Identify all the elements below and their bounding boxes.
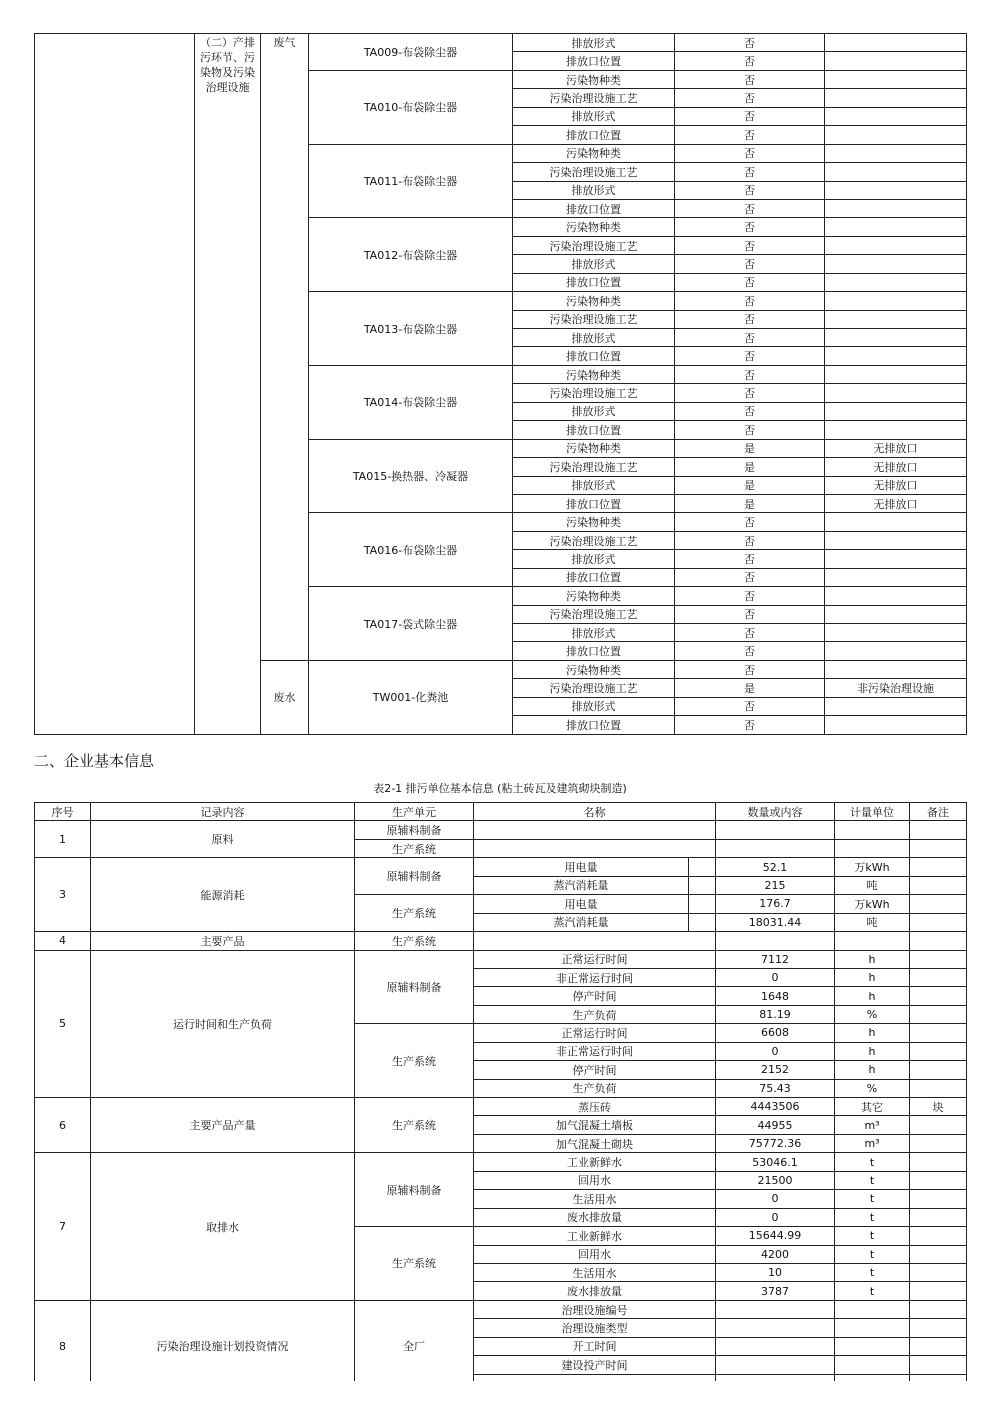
item-measure: h bbox=[835, 1042, 910, 1060]
empty-cell bbox=[910, 839, 967, 857]
table-row bbox=[35, 821, 967, 839]
check-item: 污染治理设施工艺 bbox=[513, 236, 675, 254]
check-value: 否 bbox=[675, 107, 825, 125]
table-row bbox=[35, 34, 967, 52]
item-value: 81.19 bbox=[716, 1005, 835, 1023]
check-note bbox=[825, 199, 967, 217]
item-value: 6608 bbox=[716, 1024, 835, 1042]
item-name: 工业新鲜水 bbox=[474, 1153, 716, 1171]
item-name: 生活用水 bbox=[474, 1190, 716, 1208]
empty-cell bbox=[716, 1300, 835, 1318]
check-note bbox=[825, 660, 967, 678]
check-note bbox=[825, 126, 967, 144]
check-item: 排放形式 bbox=[513, 697, 675, 715]
item-name: 回用水 bbox=[474, 1171, 716, 1189]
check-note bbox=[825, 52, 967, 70]
table-row bbox=[35, 932, 967, 950]
item-value: 0 bbox=[716, 1042, 835, 1060]
item-value: 4443506 bbox=[716, 1098, 835, 1116]
item-measure: t bbox=[835, 1208, 910, 1226]
check-value: 否 bbox=[675, 365, 825, 383]
waste-type-water: 废水 bbox=[261, 660, 309, 734]
check-item: 排放口位置 bbox=[513, 421, 675, 439]
facility-name: TA017-袋式除尘器 bbox=[309, 587, 513, 661]
check-item: 污染治理设施工艺 bbox=[513, 384, 675, 402]
section-title: 二、企业基本信息 bbox=[34, 752, 155, 770]
check-item: 排放形式 bbox=[513, 329, 675, 347]
check-note: 无排放口 bbox=[825, 494, 967, 512]
item-note bbox=[910, 1263, 967, 1281]
item-note bbox=[910, 895, 967, 913]
item-name: 生产负荷 bbox=[474, 1005, 716, 1023]
check-note bbox=[825, 513, 967, 531]
check-item: 污染治理设施工艺 bbox=[513, 163, 675, 181]
check-note bbox=[825, 716, 967, 734]
header-value: 数量或内容 bbox=[716, 803, 835, 821]
facility-name: TW001-化粪池 bbox=[309, 660, 513, 734]
item-measure: m³ bbox=[835, 1116, 910, 1134]
check-value: 是 bbox=[675, 439, 825, 457]
item-name: 开工时间 bbox=[474, 1337, 716, 1355]
check-item: 污染物种类 bbox=[513, 587, 675, 605]
item-name: 蒸压砖 bbox=[474, 1098, 716, 1116]
record-content: 能源消耗 bbox=[91, 858, 355, 932]
item-value: 0 bbox=[716, 1190, 835, 1208]
check-value: 是 bbox=[675, 679, 825, 697]
check-value: 否 bbox=[675, 605, 825, 623]
check-note bbox=[825, 292, 967, 310]
check-item: 排放口位置 bbox=[513, 199, 675, 217]
table-caption: 表2-1 排污单位基本信息 (粘土砖瓦及建筑砌块制造) bbox=[373, 782, 627, 795]
item-note: 块 bbox=[910, 1098, 967, 1116]
item-value: 2152 bbox=[716, 1061, 835, 1079]
check-value: 否 bbox=[675, 163, 825, 181]
check-note bbox=[825, 568, 967, 586]
production-unit: 原辅料制备 bbox=[355, 950, 474, 1024]
facility-name: TA015-换热器、冷凝器 bbox=[309, 439, 513, 513]
check-note bbox=[825, 531, 967, 549]
item-note bbox=[910, 1024, 967, 1042]
facility-name: TA013-布袋除尘器 bbox=[309, 292, 513, 366]
item-name: 回用水 bbox=[474, 1245, 716, 1263]
item-measure: 吨 bbox=[835, 876, 910, 894]
check-value: 否 bbox=[675, 513, 825, 531]
record-content: 取排水 bbox=[91, 1153, 355, 1301]
record-content: 污染治理设施计划投资情况 bbox=[91, 1300, 355, 1392]
check-item: 排放口位置 bbox=[513, 273, 675, 291]
check-note bbox=[825, 70, 967, 88]
check-note bbox=[825, 421, 967, 439]
empty-cell bbox=[689, 876, 716, 894]
check-item: 排放形式 bbox=[513, 476, 675, 494]
empty-cell bbox=[835, 1356, 910, 1374]
item-value: 1648 bbox=[716, 987, 835, 1005]
check-note bbox=[825, 107, 967, 125]
item-value: 0 bbox=[716, 968, 835, 986]
item-value: 0 bbox=[716, 1208, 835, 1226]
table-row bbox=[35, 950, 967, 968]
production-unit: 原辅料制备 bbox=[355, 821, 474, 839]
row-number: 5 bbox=[35, 950, 91, 1098]
check-item: 排放口位置 bbox=[513, 494, 675, 512]
facility-name: TA012-布袋除尘器 bbox=[309, 218, 513, 292]
empty-cell bbox=[474, 839, 716, 857]
header-name: 名称 bbox=[474, 803, 716, 821]
table-row bbox=[35, 1153, 967, 1171]
item-name: 生活用水 bbox=[474, 1263, 716, 1281]
item-measure: t bbox=[835, 1282, 910, 1300]
check-item: 排放口位置 bbox=[513, 568, 675, 586]
check-item: 污染物种类 bbox=[513, 660, 675, 678]
item-name: 非正常运行时间 bbox=[474, 1042, 716, 1060]
item-value: 52.1 bbox=[716, 858, 835, 876]
empty-cell bbox=[474, 932, 716, 950]
check-value: 否 bbox=[675, 531, 825, 549]
item-name: 加气混凝土墙板 bbox=[474, 1116, 716, 1134]
check-note bbox=[825, 624, 967, 642]
check-value: 否 bbox=[675, 236, 825, 254]
check-item: 排放形式 bbox=[513, 107, 675, 125]
check-item: 污染物种类 bbox=[513, 144, 675, 162]
item-value: 7112 bbox=[716, 950, 835, 968]
item-note bbox=[910, 950, 967, 968]
table-header-row bbox=[35, 803, 967, 821]
check-value: 否 bbox=[675, 660, 825, 678]
record-content: 主要产品 bbox=[91, 932, 355, 950]
check-item: 排放口位置 bbox=[513, 716, 675, 734]
check-note: 无排放口 bbox=[825, 458, 967, 476]
blank-cell bbox=[35, 34, 195, 735]
header-measure: 计量单位 bbox=[835, 803, 910, 821]
item-measure: % bbox=[835, 1079, 910, 1097]
check-item: 排放形式 bbox=[513, 550, 675, 568]
item-name: 用电量 bbox=[474, 895, 689, 913]
empty-cell bbox=[689, 913, 716, 931]
check-item: 排放口位置 bbox=[513, 347, 675, 365]
empty-cell bbox=[716, 1319, 835, 1337]
facility-name: TA011-布袋除尘器 bbox=[309, 144, 513, 218]
item-note bbox=[910, 1227, 967, 1245]
check-value: 否 bbox=[675, 421, 825, 439]
check-note bbox=[825, 34, 967, 52]
check-item: 排放形式 bbox=[513, 624, 675, 642]
check-value: 否 bbox=[675, 181, 825, 199]
check-note bbox=[825, 550, 967, 568]
item-value: 215 bbox=[716, 876, 835, 894]
item-name: 正常运行时间 bbox=[474, 950, 716, 968]
item-name: 正常运行时间 bbox=[474, 1024, 716, 1042]
row-number: 1 bbox=[35, 821, 91, 858]
check-value: 否 bbox=[675, 329, 825, 347]
empty-cell bbox=[835, 1337, 910, 1355]
check-item: 污染物种类 bbox=[513, 365, 675, 383]
item-value: 75.43 bbox=[716, 1079, 835, 1097]
check-value: 是 bbox=[675, 476, 825, 494]
item-name: 工业新鲜水 bbox=[474, 1227, 716, 1245]
item-name: 停产时间 bbox=[474, 987, 716, 1005]
item-measure: t bbox=[835, 1190, 910, 1208]
check-item: 排放形式 bbox=[513, 181, 675, 199]
record-content: 原料 bbox=[91, 821, 355, 858]
check-value: 否 bbox=[675, 126, 825, 144]
check-note bbox=[825, 605, 967, 623]
item-name: 废水排放量 bbox=[474, 1208, 716, 1226]
item-note bbox=[910, 913, 967, 931]
item-note bbox=[910, 876, 967, 894]
item-name: 治理设施编号 bbox=[474, 1300, 716, 1318]
check-note bbox=[825, 273, 967, 291]
check-value: 否 bbox=[675, 384, 825, 402]
check-note bbox=[825, 365, 967, 383]
empty-cell bbox=[474, 821, 716, 839]
header-content: 记录内容 bbox=[91, 803, 355, 821]
item-measure: 万kWh bbox=[835, 895, 910, 913]
check-value: 否 bbox=[675, 587, 825, 605]
empty-cell bbox=[910, 821, 967, 839]
record-content: 运行时间和生产负荷 bbox=[91, 950, 355, 1098]
table-row bbox=[35, 1098, 967, 1116]
check-value: 否 bbox=[675, 34, 825, 52]
empty-cell bbox=[835, 821, 910, 839]
item-note bbox=[910, 1116, 967, 1134]
check-item: 排放口位置 bbox=[513, 52, 675, 70]
check-value: 否 bbox=[675, 273, 825, 291]
check-note bbox=[825, 144, 967, 162]
check-value: 否 bbox=[675, 144, 825, 162]
item-value: 75772.36 bbox=[716, 1134, 835, 1152]
record-content: 主要产品产量 bbox=[91, 1098, 355, 1153]
check-value: 否 bbox=[675, 52, 825, 70]
check-value: 否 bbox=[675, 550, 825, 568]
item-value: 15644.99 bbox=[716, 1227, 835, 1245]
item-note bbox=[910, 1208, 967, 1226]
item-measure: t bbox=[835, 1245, 910, 1263]
item-measure: % bbox=[835, 1005, 910, 1023]
check-item: 污染治理设施工艺 bbox=[513, 310, 675, 328]
row-number: 8 bbox=[35, 1300, 91, 1392]
check-value: 否 bbox=[675, 292, 825, 310]
check-note bbox=[825, 347, 967, 365]
check-item: 排放形式 bbox=[513, 402, 675, 420]
check-value: 否 bbox=[675, 310, 825, 328]
check-note: 无排放口 bbox=[825, 476, 967, 494]
check-item: 污染物种类 bbox=[513, 439, 675, 457]
item-value: 21500 bbox=[716, 1171, 835, 1189]
empty-cell bbox=[910, 932, 967, 950]
check-item: 污染治理设施工艺 bbox=[513, 531, 675, 549]
empty-cell bbox=[910, 1300, 967, 1318]
item-value: 53046.1 bbox=[716, 1153, 835, 1171]
item-measure: m³ bbox=[835, 1134, 910, 1152]
row-number: 7 bbox=[35, 1153, 91, 1301]
header-unit: 生产单元 bbox=[355, 803, 474, 821]
empty-cell bbox=[835, 932, 910, 950]
check-note bbox=[825, 236, 967, 254]
check-item: 污染物种类 bbox=[513, 70, 675, 88]
item-note bbox=[910, 987, 967, 1005]
item-measure: h bbox=[835, 1061, 910, 1079]
item-name: 非正常运行时间 bbox=[474, 968, 716, 986]
item-note bbox=[910, 1282, 967, 1300]
item-value: 4200 bbox=[716, 1245, 835, 1263]
header-no: 序号 bbox=[35, 803, 91, 821]
check-note bbox=[825, 587, 967, 605]
row-number: 3 bbox=[35, 858, 91, 932]
item-measure: t bbox=[835, 1263, 910, 1281]
item-note bbox=[910, 1061, 967, 1079]
item-name: 停产时间 bbox=[474, 1061, 716, 1079]
item-name: 用电量 bbox=[474, 858, 689, 876]
empty-cell bbox=[835, 1300, 910, 1318]
item-name: 废水排放量 bbox=[474, 1282, 716, 1300]
facility-name: TA014-布袋除尘器 bbox=[309, 365, 513, 439]
production-unit: 原辅料制备 bbox=[355, 858, 474, 895]
empty-cell bbox=[910, 1356, 967, 1374]
item-name: 加气混凝土砌块 bbox=[474, 1134, 716, 1152]
item-name: 治理设施类型 bbox=[474, 1319, 716, 1337]
facility-name: TA009-布袋除尘器 bbox=[309, 34, 513, 71]
basic-info-table bbox=[34, 802, 967, 1393]
check-note bbox=[825, 384, 967, 402]
check-note bbox=[825, 255, 967, 273]
facility-name: TA016-布袋除尘器 bbox=[309, 513, 513, 587]
item-note bbox=[910, 1245, 967, 1263]
check-note bbox=[825, 163, 967, 181]
check-value: 否 bbox=[675, 716, 825, 734]
empty-cell bbox=[716, 839, 835, 857]
item-measure: t bbox=[835, 1153, 910, 1171]
check-value: 否 bbox=[675, 697, 825, 715]
check-value: 否 bbox=[675, 568, 825, 586]
check-item: 排放形式 bbox=[513, 34, 675, 52]
item-measure: h bbox=[835, 987, 910, 1005]
empty-cell bbox=[689, 895, 716, 913]
check-item: 污染治理设施工艺 bbox=[513, 605, 675, 623]
item-note bbox=[910, 968, 967, 986]
check-value: 否 bbox=[675, 402, 825, 420]
empty-cell bbox=[835, 839, 910, 857]
page-bottom-margin bbox=[0, 1381, 1000, 1421]
header-note: 备注 bbox=[910, 803, 967, 821]
check-item: 污染治理设施工艺 bbox=[513, 458, 675, 476]
empty-cell bbox=[716, 1356, 835, 1374]
production-unit: 全厂 bbox=[355, 1300, 474, 1392]
production-unit: 生产系统 bbox=[355, 1024, 474, 1098]
check-value: 是 bbox=[675, 458, 825, 476]
production-unit: 生产系统 bbox=[355, 1098, 474, 1153]
empty-cell bbox=[835, 1319, 910, 1337]
check-value: 否 bbox=[675, 624, 825, 642]
check-note: 非污染治理设施 bbox=[825, 679, 967, 697]
check-note bbox=[825, 89, 967, 107]
check-item: 污染物种类 bbox=[513, 292, 675, 310]
item-value: 176.7 bbox=[716, 895, 835, 913]
check-item: 排放口位置 bbox=[513, 126, 675, 144]
check-note bbox=[825, 181, 967, 199]
item-note bbox=[910, 1171, 967, 1189]
item-value: 10 bbox=[716, 1263, 835, 1281]
waste-type-gas: 废气 bbox=[261, 34, 309, 661]
item-measure: t bbox=[835, 1227, 910, 1245]
empty-cell bbox=[910, 1337, 967, 1355]
item-measure: 万kWh bbox=[835, 858, 910, 876]
facility-name: TA010-布袋除尘器 bbox=[309, 70, 513, 144]
check-item: 污染物种类 bbox=[513, 513, 675, 531]
empty-cell bbox=[716, 821, 835, 839]
check-value: 否 bbox=[675, 70, 825, 88]
item-value: 44955 bbox=[716, 1116, 835, 1134]
empty-cell bbox=[716, 1337, 835, 1355]
check-value: 否 bbox=[675, 347, 825, 365]
check-note bbox=[825, 642, 967, 660]
check-item: 污染治理设施工艺 bbox=[513, 89, 675, 107]
item-note bbox=[910, 1153, 967, 1171]
production-unit: 生产系统 bbox=[355, 839, 474, 857]
check-value: 否 bbox=[675, 642, 825, 660]
table-row bbox=[35, 1300, 967, 1318]
check-note bbox=[825, 329, 967, 347]
item-measure: h bbox=[835, 950, 910, 968]
row-number: 4 bbox=[35, 932, 91, 950]
check-value: 否 bbox=[675, 199, 825, 217]
item-measure: 其它 bbox=[835, 1098, 910, 1116]
check-note bbox=[825, 310, 967, 328]
check-value: 是 bbox=[675, 494, 825, 512]
empty-cell bbox=[716, 932, 835, 950]
check-item: 污染治理设施工艺 bbox=[513, 679, 675, 697]
empty-cell bbox=[689, 858, 716, 876]
check-note: 无排放口 bbox=[825, 439, 967, 457]
check-item: 排放口位置 bbox=[513, 642, 675, 660]
item-name: 生产负荷 bbox=[474, 1079, 716, 1097]
check-value: 否 bbox=[675, 255, 825, 273]
check-note bbox=[825, 218, 967, 236]
item-measure: h bbox=[835, 968, 910, 986]
item-note bbox=[910, 1005, 967, 1023]
production-unit: 生产系统 bbox=[355, 1227, 474, 1301]
item-name: 蒸汽消耗量 bbox=[474, 876, 689, 894]
row-number: 6 bbox=[35, 1098, 91, 1153]
production-unit: 生产系统 bbox=[355, 932, 474, 950]
item-note bbox=[910, 858, 967, 876]
production-unit: 生产系统 bbox=[355, 895, 474, 932]
item-value: 18031.44 bbox=[716, 913, 835, 931]
item-measure: h bbox=[835, 1024, 910, 1042]
item-measure: t bbox=[835, 1171, 910, 1189]
item-note bbox=[910, 1079, 967, 1097]
item-name: 蒸汽消耗量 bbox=[474, 913, 689, 931]
check-item: 排放形式 bbox=[513, 255, 675, 273]
production-unit: 原辅料制备 bbox=[355, 1153, 474, 1227]
table-row bbox=[35, 858, 967, 876]
item-note bbox=[910, 1134, 967, 1152]
item-value: 3787 bbox=[716, 1282, 835, 1300]
check-value: 否 bbox=[675, 218, 825, 236]
check-item: 污染物种类 bbox=[513, 218, 675, 236]
check-note bbox=[825, 697, 967, 715]
check-note bbox=[825, 402, 967, 420]
item-note bbox=[910, 1190, 967, 1208]
pollution-facility-table bbox=[34, 33, 967, 735]
check-value: 否 bbox=[675, 89, 825, 107]
empty-cell bbox=[910, 1319, 967, 1337]
category-cell: （二）产排污环节、污染物及污染治理设施 bbox=[195, 34, 261, 735]
item-note bbox=[910, 1042, 967, 1060]
item-measure: 吨 bbox=[835, 913, 910, 931]
item-name: 建设投产时间 bbox=[474, 1356, 716, 1374]
